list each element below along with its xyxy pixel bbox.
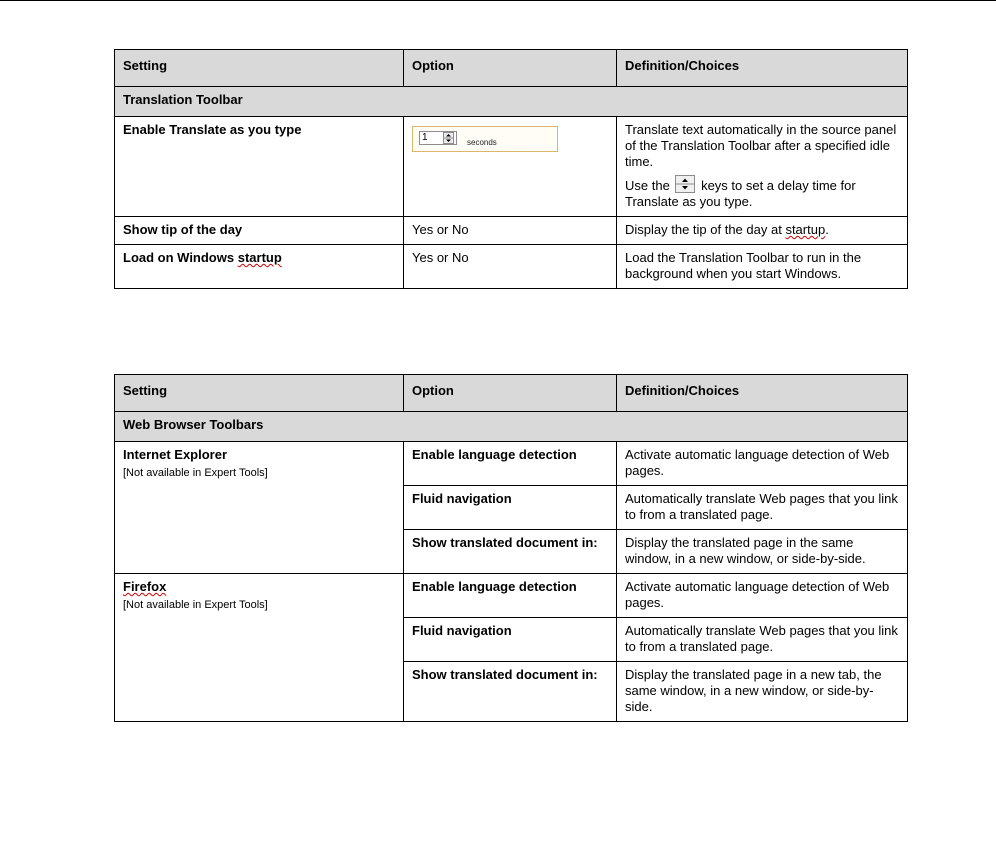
spin-keys-icon xyxy=(675,175,695,193)
table-row xyxy=(115,217,908,245)
spin-arrows-icon xyxy=(443,132,454,144)
setting-translate-as-you-type: Enable Translate as you type xyxy=(115,117,404,217)
header-option: Option xyxy=(404,50,617,87)
section-row xyxy=(115,412,908,442)
table-row xyxy=(115,574,908,618)
setting-title: Firefox xyxy=(123,579,167,594)
definition-cell: Load the Translation Toolbar to run in the background when you start Windows. xyxy=(617,245,908,289)
web-browser-toolbars-settings-table xyxy=(114,374,908,722)
delay-value: 1 xyxy=(422,132,428,143)
header-definition: Definition/Choices xyxy=(617,50,908,87)
definition-text: keys to set a delay time for Translate as you type. xyxy=(625,178,856,209)
option-cell: Enable language detection xyxy=(404,442,617,486)
definition-cell: Display the translated page in the same window, in a new window, or side-by-side. xyxy=(617,530,908,574)
setting-load-on-startup xyxy=(115,245,404,289)
setting-firefox xyxy=(115,574,404,722)
header-definition: Definition/Choices xyxy=(617,375,908,412)
spellcheck-word: startup xyxy=(785,222,826,237)
table-header-row xyxy=(115,50,908,87)
definition-cell xyxy=(617,217,908,245)
definition-paragraph-2 xyxy=(625,178,856,209)
definition-cell: Activate automatic language detection of Web pages. xyxy=(617,574,908,618)
translation-toolbar-settings-table xyxy=(114,49,908,289)
definition-cell xyxy=(617,117,908,217)
option-cell: Fluid navigation xyxy=(404,486,617,530)
section-row xyxy=(115,87,908,117)
option-cell xyxy=(404,117,617,217)
option-cell: Enable language detection xyxy=(404,574,617,618)
option-cell: Yes or No xyxy=(404,217,617,245)
option-cell: Show translated document in: xyxy=(404,662,617,722)
definition-cell: Display the translated page in a new tab, the same window, in a new window, or side-by-side. xyxy=(617,662,908,722)
table-header-row xyxy=(115,375,908,412)
section-title: Web Browser Toolbars xyxy=(115,412,908,442)
setting-internet-explorer xyxy=(115,442,404,574)
definition-paragraph: Translate text automatically in the source panel of the Translation Toolbar after a specified idle time. xyxy=(625,122,897,169)
table-row xyxy=(115,117,908,217)
spellcheck-word: startup xyxy=(237,250,282,265)
setting-show-tip: Show tip of the day xyxy=(115,217,404,245)
table-row xyxy=(115,245,908,289)
delay-value-field xyxy=(419,131,457,145)
table-row xyxy=(115,442,908,486)
definition-cell: Automatically translate Web pages that you link to from a translated page. xyxy=(617,486,908,530)
setting-title: Internet Explorer xyxy=(123,447,228,462)
delay-spinner-image xyxy=(412,126,558,152)
top-rule xyxy=(0,0,996,1)
header-setting: Setting xyxy=(115,375,404,412)
option-cell: Show translated document in: xyxy=(404,530,617,574)
availability-note: [Not available in Expert Tools] xyxy=(123,467,268,479)
availability-note: [Not available in Expert Tools] xyxy=(123,599,268,611)
section-title: Translation Toolbar xyxy=(115,87,908,117)
definition-cell: Automatically translate Web pages that you link to from a translated page. xyxy=(617,618,908,662)
option-cell: Fluid navigation xyxy=(404,618,617,662)
delay-unit-label: seconds xyxy=(467,138,497,147)
header-option: Option xyxy=(404,375,617,412)
definition-cell: Activate automatic language detection of Web pages. xyxy=(617,442,908,486)
definition-text: Use the xyxy=(625,178,670,193)
definition-text: Display the tip of the day at xyxy=(625,222,782,237)
option-cell: Yes or No xyxy=(404,245,617,289)
definition-text: . xyxy=(825,222,829,237)
header-setting: Setting xyxy=(115,50,404,87)
setting-text: Load on Windows xyxy=(123,250,235,265)
